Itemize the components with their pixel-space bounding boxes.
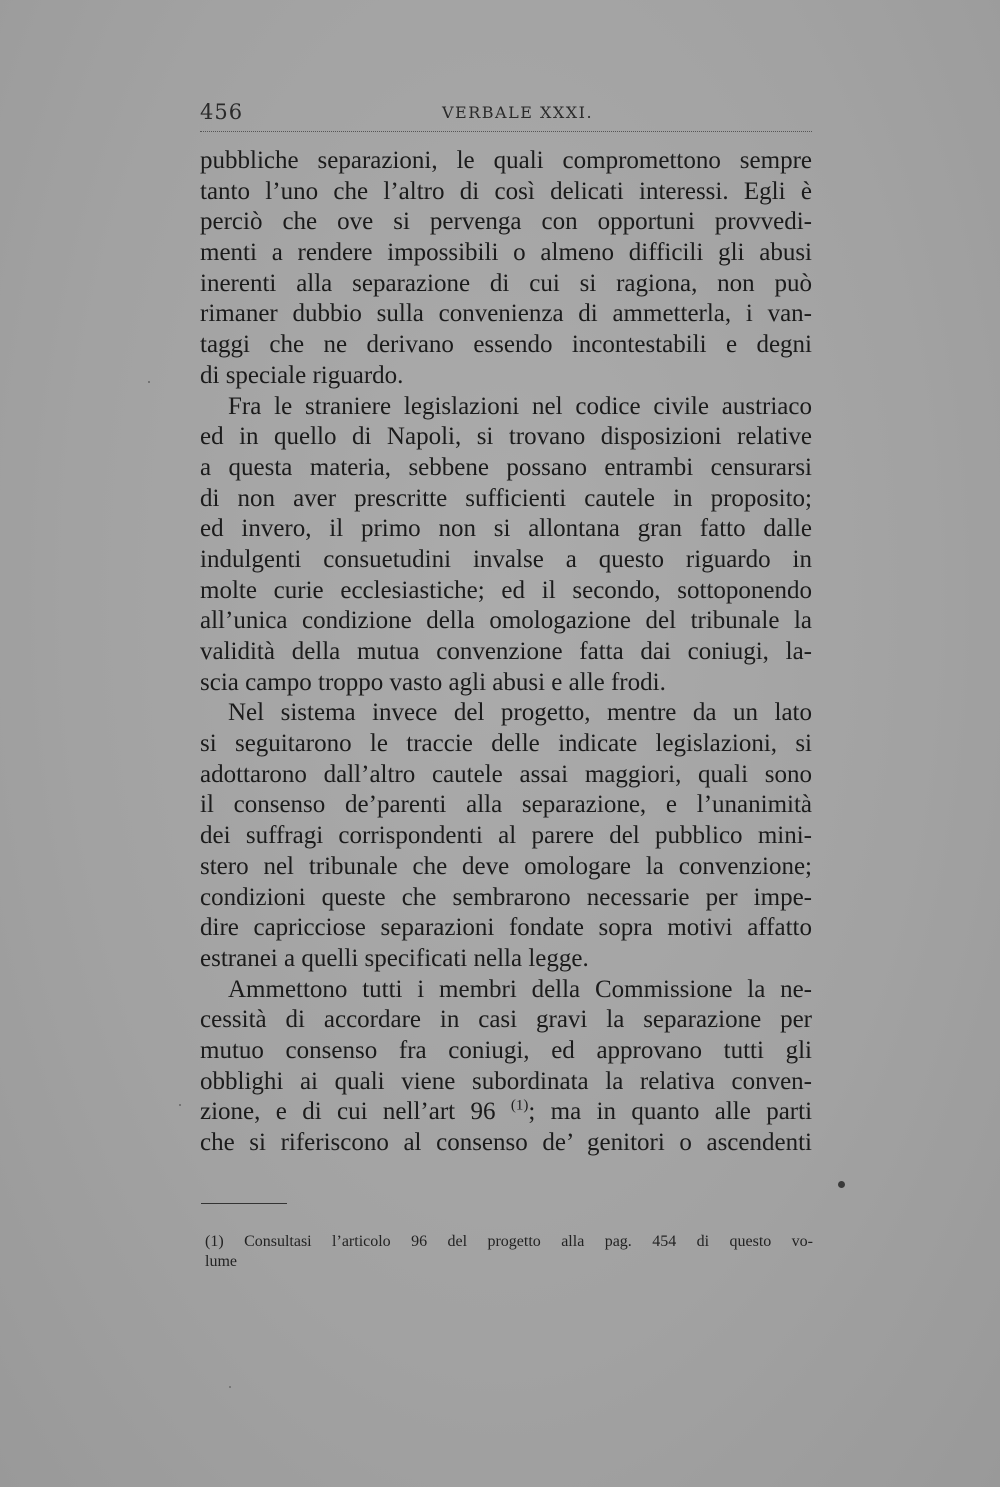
header-rule xyxy=(200,131,812,132)
text-line: Ammettono tutti i membri della Commissione la ne- xyxy=(228,975,812,1003)
running-title: VERBALE XXXI. xyxy=(442,103,594,122)
footnote-line: lume xyxy=(205,1253,237,1270)
text-line: molte curie ecclesiastiche; ed il secondo, sottoponendo xyxy=(200,576,812,604)
ink-speck xyxy=(229,1386,231,1388)
text-line: perciò che ove si pervenga con opportuni provvedi- xyxy=(200,208,812,236)
text-line: si seguitarono le traccie delle indicate legislazioni, si xyxy=(200,730,812,758)
text-line: condizioni queste che sembrarono necessarie per impe- xyxy=(200,883,812,911)
text-line: mutuo consenso fra coniugi, ed approvano tutti gli xyxy=(200,1036,812,1064)
text-line: Fra le straniere legislazioni nel codice civile austriaco xyxy=(228,392,812,420)
footnote-rule xyxy=(201,1203,287,1204)
ink-speck xyxy=(179,1104,181,1106)
ink-speck xyxy=(838,1181,845,1188)
page-number: 456 xyxy=(200,100,244,124)
text-line: Nel sistema invece del progetto, mentre da un lato xyxy=(228,699,812,727)
text-line: ed in quello di Napoli, si trovano disposizioni relative xyxy=(200,423,812,451)
text-line: taggi che ne derivano essendo incontestabili e degni xyxy=(200,331,812,359)
running-head xyxy=(200,100,810,130)
text-fragment: zione, e di cui nell’art 96 xyxy=(200,1098,496,1126)
text-line: di non aver prescritte sufficienti cautele in proposito; xyxy=(200,484,812,512)
text-line: pubbliche separazioni, le quali compromettono sempre xyxy=(200,147,812,174)
body-text xyxy=(200,146,812,1159)
text-line: estranei a quelli specificati nella legge. xyxy=(200,944,589,972)
text-line: rimaner dubbio sulla convenienza di ammetterla, i van- xyxy=(200,300,812,328)
text-line: validità della mutua convenzione fatta dai coniugi, la- xyxy=(200,638,812,665)
text-line: tanto l’uno che l’altro di così delicati interessi. Egli è xyxy=(200,177,812,205)
text-line: stero nel tribunale che deve omologare la convenzione; xyxy=(200,852,812,880)
text-line: di speciale riguardo. xyxy=(200,361,404,389)
footnote-reference[interactable]: (1) xyxy=(510,1097,529,1114)
footnote-line: (1) Consultasi l’articolo 96 del progetto alla pag. 454 di questo vo- xyxy=(205,1233,813,1250)
text-line: il consenso de’parenti alla separazione, e l’unanimità xyxy=(200,791,812,819)
text-line: inerenti alla separazione di cui si ragiona, non può xyxy=(200,269,812,297)
text-line: obblighi ai quali viene subordinata la relativa conven- xyxy=(200,1067,812,1095)
text-line: indulgenti consuetudini invalse a questo riguardo in xyxy=(200,545,812,573)
text-line: scia campo troppo vasto agli abusi e alle frodi. xyxy=(200,668,666,696)
text-line: all’unica condizione della omologazione del tribunale la xyxy=(200,607,812,635)
text-line xyxy=(200,1097,812,1128)
text-fragment: ; ma in quanto alle parti xyxy=(528,1098,813,1126)
ink-speck xyxy=(148,381,150,383)
footnote xyxy=(205,1232,813,1272)
text-line: adottarono dall’altro cautele assai maggiori, quali sono xyxy=(200,760,812,788)
text-line: menti a rendere impossibili o almeno difficili gli abusi xyxy=(200,239,812,267)
text-line: che si riferiscono al consenso de’ genitori o ascendenti xyxy=(200,1129,812,1156)
text-line: dei suffragi corrispondenti al parere del pubblico mini- xyxy=(200,822,812,850)
text-line: dire capricciose separazioni fondate sopra motivi affatto xyxy=(200,914,812,942)
text-line: ed invero, il primo non si allontana gran fatto dalle xyxy=(200,515,812,543)
text-line: cessità di accordare in casi gravi la separazione per xyxy=(200,1006,812,1034)
text-line: a questa materia, sebbene possano entrambi censurarsi xyxy=(200,453,812,481)
